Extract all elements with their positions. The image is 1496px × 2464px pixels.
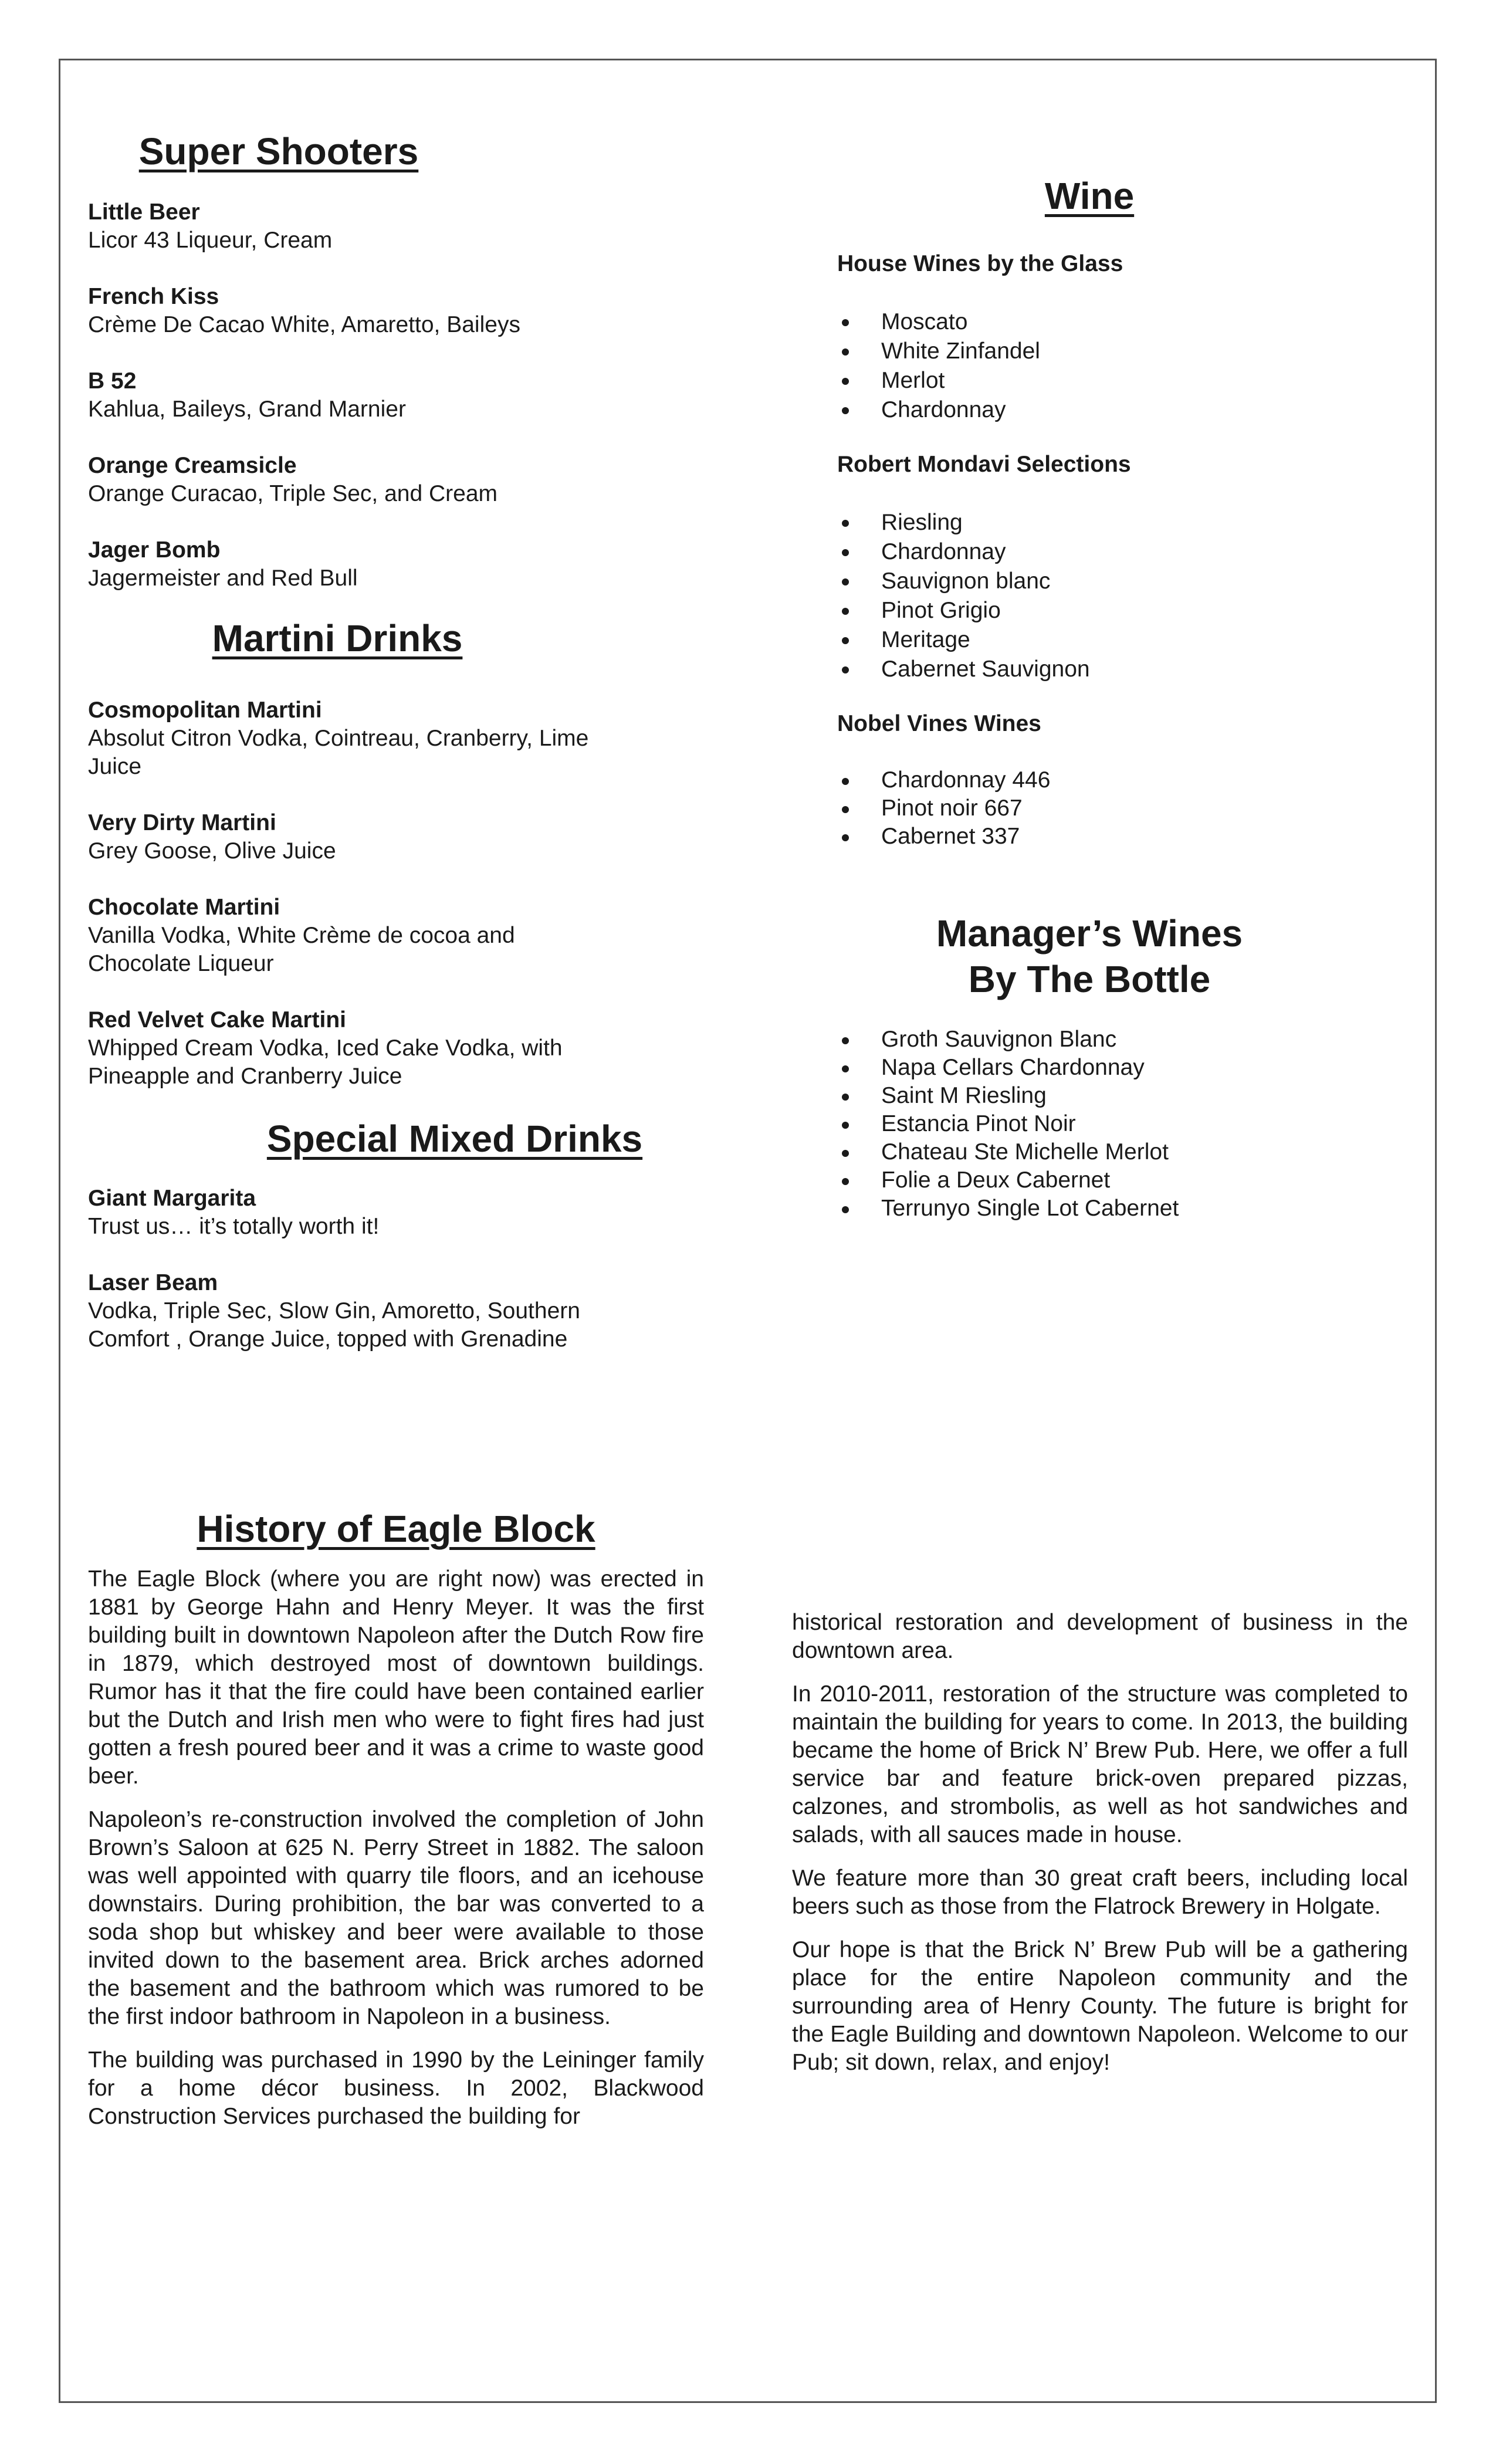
drink-name: Little Beer: [88, 199, 200, 225]
wine-list-item: Merlot: [837, 366, 1395, 395]
drink-description: Licor 43 Liqueur, Cream: [88, 227, 333, 253]
drink-description: Grey Goose, Olive Juice: [88, 838, 336, 864]
wine-list-item: Moscato: [837, 307, 1395, 337]
wine-list-item: Cabernet 337: [837, 823, 1395, 851]
drink-item: [88, 1184, 651, 1241]
drink-description: Orange Curacao, Triple Sec, and Cream: [88, 480, 498, 506]
history-paragraph: In 2010-2011, restoration of the structure was completed to maintain the building for years to come. In 2013, the building became the home of Brick N’ Brew Pub. Here, we offer a full service bar and feature brick-oven prepared pizzas, calzones, and strombolis, as well as hot sandwiches and salads, with all sauces made in house.: [792, 1681, 1408, 1847]
managers-wines-block: [837, 911, 1395, 1223]
drink-item: [88, 696, 604, 781]
drink-description: Vodka, Triple Sec, Slow Gin, Amoretto, Southern Comfort , Orange Juice, topped with Grenadine: [88, 1298, 580, 1352]
drink-item: [88, 536, 704, 593]
wine-list-item: Napa Cellars Chardonnay: [837, 1054, 1395, 1082]
wine-list-item: Chardonnay: [837, 395, 1395, 425]
drink-name: Red Velvet Cake Martini: [88, 1007, 347, 1033]
wine-group: [837, 710, 1395, 851]
martini-drinks-heading: Martini Drinks: [212, 617, 463, 659]
wine-list-item: Estancia Pinot Noir: [837, 1110, 1395, 1138]
drink-item: [88, 367, 704, 424]
wine-group-heading: Robert Mondavi Selections: [837, 451, 1131, 477]
left-drinks-column: [88, 130, 704, 1382]
managers-wines-heading: Manager’s Wines: [936, 912, 1243, 955]
wine-list-item: Sauvignon blanc: [837, 567, 1395, 596]
wine-list-item: Pinot noir 667: [837, 794, 1395, 823]
drink-name: Orange Creamsicle: [88, 452, 297, 478]
history-right-column: [792, 1609, 1408, 2092]
drink-description: Whipped Cream Vodka, Iced Cake Vodka, with Pineapple and Cranberry Juice: [88, 1035, 563, 1089]
drink-item: [88, 283, 704, 339]
wine-group-heading: House Wines by the Glass: [837, 251, 1123, 276]
history-paragraph: The building was purchased in 1990 by the Leininger family for a home décor business. In 2002, Blackwood Construction Services purchased the building for: [88, 2047, 704, 2129]
wine-list: [837, 307, 1395, 425]
drink-name: Cosmopolitan Martini: [88, 698, 322, 723]
history-heading: History of Eagle Block: [197, 1508, 595, 1550]
wine-list-item: Terrunyo Single Lot Cabernet: [837, 1194, 1395, 1223]
managers-wines-list: [837, 1025, 1395, 1223]
drink-name: Jager Bomb: [88, 537, 221, 563]
wine-list-item: Pinot Grigio: [837, 596, 1395, 625]
by-the-bottle-heading: By The Bottle: [968, 957, 1211, 1000]
wine-list-item: White Zinfandel: [837, 337, 1395, 366]
history-paragraph: We feature more than 30 great craft beers, including local beers such as those from the Flatrock Brewery in Holgate.: [792, 1866, 1408, 1919]
history-left-column: [88, 1508, 704, 2146]
wine-list-item: Chateau Ste Michelle Merlot: [837, 1138, 1395, 1166]
special-mixed-drinks-heading: Special Mixed Drinks: [266, 1118, 643, 1160]
drink-name: B 52: [88, 368, 137, 394]
drink-description: Crème De Cacao White, Amaretto, Baileys: [88, 312, 520, 337]
drink-item: [88, 1006, 604, 1091]
wine-list: [837, 766, 1395, 851]
history-paragraph: historical restoration and development of business in the downtown area.: [792, 1610, 1408, 1663]
wine-list-item: Meritage: [837, 625, 1395, 655]
wine-list-item: Riesling: [837, 508, 1395, 537]
drink-description: Absolut Citron Vodka, Cointreau, Cranberry, Lime Juice: [88, 726, 589, 780]
drink-item: [88, 809, 604, 865]
drink-name: Laser Beam: [88, 1270, 218, 1295]
wine-group-heading: Nobel Vines Wines: [837, 710, 1041, 736]
wine-list-item: Groth Sauvignon Blanc: [837, 1025, 1395, 1054]
drink-name: Chocolate Martini: [88, 895, 280, 920]
drink-item: [88, 198, 704, 255]
history-paragraph: Napoleon’s re-construction involved the completion of John Brown’s Saloon at 625 N. Perry Street in 1882. The saloon was well appointed with quarry tile floors, and an icehouse downstairs. During prohibition, the bar was converted to a soda shop but whiskey and beer were available to those invited down to the basement area. Brick arches adorned the basement and the bathroom which was rumored to be the first indoor bathroom in Napoleon in a business.: [88, 1806, 704, 2029]
wine-list-item: Folie a Deux Cabernet: [837, 1166, 1395, 1194]
wine-group: [837, 451, 1395, 684]
drink-description: Vanilla Vodka, White Crème de cocoa and Chocolate Liqueur: [88, 923, 515, 977]
history-paragraph: The Eagle Block (where you are right now) was erected in 1881 by George Hahn and Henry Meyer. It was the first building built in downtown Napoleon after the Dutch Row fire in 1879, which destroyed most of downtown buildings. Rumor has it that the fire could have been contained earlier but the Dutch and Irish men who were to fight fires had just gotten a fresh poured beer and it was a crime to waste good beer.: [88, 1566, 704, 1789]
super-shooters-heading: Super Shooters: [138, 130, 419, 172]
wine-list-item: Chardonnay 446: [837, 766, 1395, 794]
right-wine-column: [837, 175, 1395, 1223]
history-paragraph: Our hope is that the Brick N’ Brew Pub will be a gathering place for the entire Napoleon community and the surrounding area of Henry County. The future is bright for the Eagle Building and downtown Napoleon. Welcome to our Pub; sit down, relax, and enjoy!: [792, 1937, 1408, 2075]
special-mixed-drinks-list: [88, 1184, 651, 1353]
drink-item: [88, 893, 604, 978]
super-shooters-list: [88, 198, 704, 593]
drink-name: Very Dirty Martini: [88, 810, 276, 836]
wine-list-item: Chardonnay: [837, 537, 1395, 567]
wine-list-item: Cabernet Sauvignon: [837, 655, 1395, 684]
drink-name: Giant Margarita: [88, 1185, 256, 1211]
wine-group: [837, 250, 1395, 425]
drink-description: Kahlua, Baileys, Grand Marnier: [88, 396, 406, 422]
wine-list: [837, 508, 1395, 684]
wine-heading: Wine: [1044, 175, 1135, 217]
drink-item: [88, 452, 704, 508]
drink-description: Jagermeister and Red Bull: [88, 565, 358, 591]
martini-drinks-list: [88, 696, 604, 1091]
drink-description: Trust us… it’s totally worth it!: [88, 1213, 380, 1239]
drink-item: [88, 1269, 651, 1353]
drink-name: French Kiss: [88, 283, 219, 309]
wine-list-item: Saint M Riesling: [837, 1082, 1395, 1110]
